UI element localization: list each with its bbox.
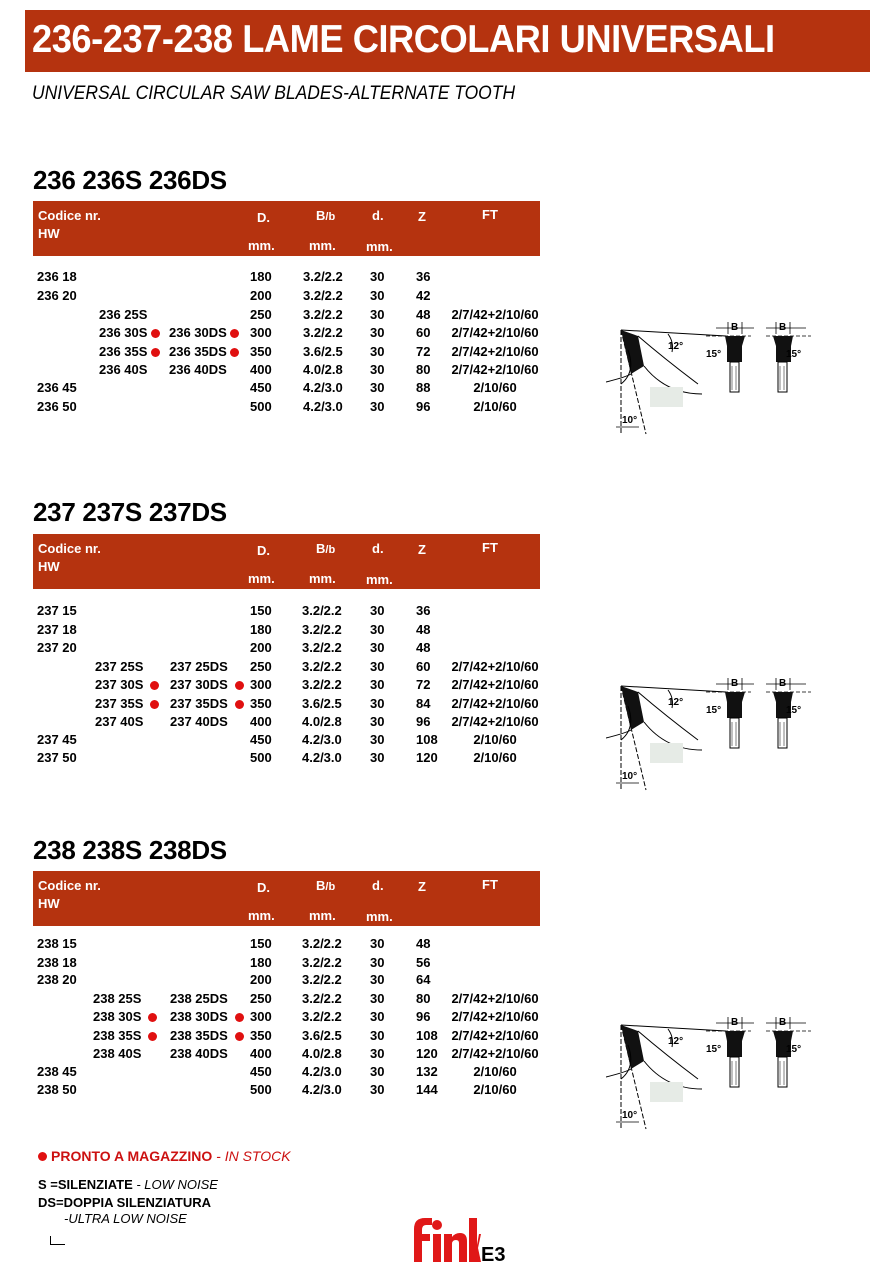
table-cell-ft: 2/7/42+2/10/60 — [451, 1046, 539, 1061]
table-cell-Z: 80 — [416, 362, 431, 377]
col-teeth: Z — [418, 209, 426, 224]
table-cell-B: 3.2/2.2 — [302, 677, 342, 692]
table-cell-c1: 238 20 — [37, 972, 77, 987]
table-cell-D: 500 — [250, 1082, 272, 1097]
width-label-1: B — [731, 322, 739, 333]
width-label-2: B — [779, 1017, 787, 1028]
col-thickness-b: B — [316, 208, 326, 223]
table-cell-ft: 2/7/42+2/10/60 — [451, 696, 539, 711]
table-cell-B: 4.2/3.0 — [302, 1064, 342, 1079]
tooth-diagram — [606, 1017, 816, 1137]
table-cell-Z: 36 — [416, 269, 431, 284]
table-cell-d: 30 — [370, 750, 385, 765]
col-unit-bore: mm. — [366, 909, 393, 924]
table-cell-c3: 237 40DS — [170, 714, 228, 729]
col-unit-bore: mm. — [366, 239, 393, 254]
table-cell-c1: 236 50 — [37, 399, 77, 414]
table-cell-d: 30 — [370, 677, 385, 692]
in-stock-dot-icon — [151, 329, 160, 338]
table-cell-c2: 238 40S — [93, 1046, 142, 1061]
tooth-diagram — [606, 678, 816, 798]
table-cell-c2: 237 40S — [95, 714, 144, 729]
table-cell-c2: 236 35S — [99, 344, 148, 359]
col-thickness — [316, 878, 335, 893]
col-bore: d. — [372, 878, 384, 893]
table-cell-B: 3.2/2.2 — [302, 955, 342, 970]
table-cell-d: 30 — [370, 640, 385, 655]
table-cell-D: 500 — [250, 399, 272, 414]
table-cell-Z: 72 — [416, 344, 431, 359]
hook-angle-label: 12° — [668, 1036, 684, 1047]
col-unit-b: mm. — [309, 238, 336, 253]
table-cell-c2: 237 30S — [95, 677, 144, 692]
col-diameter: D. — [257, 880, 270, 895]
table-cell-D: 250 — [250, 991, 272, 1006]
table-cell-ft: 2/10/60 — [473, 380, 517, 395]
in-stock-dot-icon — [235, 1032, 244, 1041]
table-cell-Z: 56 — [416, 955, 431, 970]
table-cell-c3: 237 35DS — [170, 696, 228, 711]
table-cell-B: 4.2/3.0 — [303, 380, 343, 395]
col-unit-d: mm. — [248, 571, 275, 586]
table-header — [33, 201, 540, 256]
in-stock-dot-icon — [148, 1013, 157, 1022]
table-cell-d: 30 — [370, 380, 385, 395]
col-unit-bore: mm. — [366, 572, 393, 587]
table-cell-Z: 84 — [416, 696, 431, 711]
col-teeth: Z — [418, 879, 426, 894]
width-label-2: B — [779, 322, 787, 333]
table-cell-d: 30 — [370, 972, 385, 987]
col-thickness-b: B — [316, 541, 326, 556]
table-cell-Z: 48 — [416, 936, 431, 951]
table-cell-c3: 238 30DS — [170, 1009, 228, 1024]
table-cell-B: 3.2/2.2 — [302, 972, 342, 987]
table-cell-d: 30 — [370, 603, 385, 618]
col-diameter: D. — [257, 543, 270, 558]
table-cell-Z: 42 — [416, 288, 431, 303]
table-cell-c2: 236 40S — [99, 362, 148, 377]
table-cell-d: 30 — [370, 714, 385, 729]
col-unit-d: mm. — [248, 238, 275, 253]
col-ft: FT — [482, 207, 498, 222]
bevel-angle-right: 15° — [786, 349, 802, 360]
table-cell-D: 350 — [250, 1028, 272, 1043]
in-stock-dot-icon — [235, 1013, 244, 1022]
table-cell-D: 250 — [250, 307, 272, 322]
table-cell-Z: 60 — [416, 325, 431, 340]
table-cell-c1: 237 50 — [37, 750, 77, 765]
table-cell-c2: 238 30S — [93, 1009, 142, 1024]
table-cell-D: 300 — [250, 1009, 272, 1024]
table-cell-d: 30 — [370, 288, 385, 303]
col-thickness-sub: /b — [325, 211, 336, 223]
in-stock-dot-icon — [235, 681, 244, 690]
table-cell-c1: 238 50 — [37, 1082, 77, 1097]
table-cell-B: 3.2/2.2 — [302, 1009, 342, 1024]
table-cell-d: 30 — [370, 1082, 385, 1097]
bevel-angle-right: 15° — [786, 1044, 802, 1055]
table-cell-D: 400 — [250, 714, 272, 729]
page-title: 236-237-238 LAME CIRCOLARI UNIVERSALI — [32, 18, 775, 61]
fink-logo — [411, 1215, 481, 1268]
clearance-angle-label: 10° — [622, 1110, 638, 1121]
hook-angle-label: 12° — [668, 697, 684, 708]
section-title: 238 238S 238DS — [33, 835, 227, 865]
clearance-angle-label: 10° — [622, 415, 638, 426]
table-cell-B: 4.0/2.8 — [302, 1046, 342, 1061]
legend-ds-en: -ULTRA LOW NOISE — [64, 1211, 187, 1226]
table-cell-D: 400 — [250, 362, 272, 377]
table-cell-d: 30 — [370, 732, 385, 747]
table-cell-ft: 2/10/60 — [473, 1064, 517, 1079]
table-cell-ft: 2/10/60 — [473, 750, 517, 765]
corner-mark — [50, 1236, 65, 1245]
table-cell-c1: 236 18 — [37, 269, 77, 284]
bevel-angle-left: 15° — [706, 349, 722, 360]
table-cell-Z: 48 — [416, 640, 431, 655]
table-cell-c2: 236 25S — [99, 307, 148, 322]
col-unit-d: mm. — [248, 908, 275, 923]
col-code-hw: HW — [38, 226, 60, 241]
table-cell-d: 30 — [370, 659, 385, 674]
table-cell-c1: 237 18 — [37, 622, 77, 637]
table-cell-D: 200 — [250, 972, 272, 987]
table-cell-Z: 48 — [416, 307, 431, 322]
table-cell-D: 350 — [250, 696, 272, 711]
table-header — [33, 534, 540, 589]
table-cell-D: 300 — [250, 677, 272, 692]
table-cell-ft: 2/10/60 — [473, 1082, 517, 1097]
table-cell-D: 350 — [250, 344, 272, 359]
table-cell-D: 180 — [250, 955, 272, 970]
table-cell-d: 30 — [370, 344, 385, 359]
col-diameter: D. — [257, 210, 270, 225]
in-stock-dot-icon — [230, 348, 239, 357]
table-cell-B: 3.2/2.2 — [303, 288, 343, 303]
table-cell-B: 4.2/3.0 — [302, 732, 342, 747]
table-cell-d: 30 — [370, 1064, 385, 1079]
table-cell-d: 30 — [370, 696, 385, 711]
table-cell-D: 150 — [250, 603, 272, 618]
table-cell-c2: 237 25S — [95, 659, 144, 674]
table-cell-ft: 2/7/42+2/10/60 — [451, 307, 539, 322]
section-title: 237 237S 237DS — [33, 497, 227, 527]
col-bore: d. — [372, 541, 384, 556]
table-cell-c3: 236 35DS — [169, 344, 227, 359]
table-cell-Z: 96 — [416, 714, 431, 729]
table-cell-ft: 2/7/42+2/10/60 — [451, 991, 539, 1006]
bevel-angle-left: 15° — [706, 1044, 722, 1055]
table-cell-c2: 236 30S — [99, 325, 148, 340]
table-cell-c1: 237 20 — [37, 640, 77, 655]
table-cell-D: 450 — [250, 1064, 272, 1079]
col-code-hw: HW — [38, 559, 60, 574]
col-teeth: Z — [418, 542, 426, 557]
table-cell-B: 4.0/2.8 — [302, 714, 342, 729]
table-cell-Z: 72 — [416, 677, 431, 692]
table-cell-c2: 238 25S — [93, 991, 142, 1006]
table-cell-c3: 236 30DS — [169, 325, 227, 340]
table-cell-c2: 237 35S — [95, 696, 144, 711]
table-cell-d: 30 — [370, 955, 385, 970]
table-cell-B: 4.0/2.8 — [303, 362, 343, 377]
col-code-hw: HW — [38, 896, 60, 911]
legend-stock-en: - IN STOCK — [212, 1148, 291, 1164]
table-cell-B: 3.2/2.2 — [302, 622, 342, 637]
col-ft: FT — [482, 877, 498, 892]
table-cell-ft: 2/7/42+2/10/60 — [451, 659, 539, 674]
table-cell-D: 450 — [250, 380, 272, 395]
table-cell-ft: 2/7/42+2/10/60 — [451, 677, 539, 692]
table-cell-c1: 237 45 — [37, 732, 77, 747]
col-unit-b: mm. — [309, 908, 336, 923]
legend-s — [38, 1177, 218, 1192]
col-unit-b: mm. — [309, 571, 336, 586]
table-cell-d: 30 — [370, 1009, 385, 1024]
table-cell-Z: 80 — [416, 991, 431, 1006]
table-cell-c1: 236 45 — [37, 380, 77, 395]
page-subtitle: UNIVERSAL CIRCULAR SAW BLADES-ALTERNATE TOOTH — [32, 83, 516, 104]
table-cell-d: 30 — [370, 1046, 385, 1061]
table-cell-ft: 2/7/42+2/10/60 — [451, 1028, 539, 1043]
table-cell-d: 30 — [370, 269, 385, 284]
tooth-diagram — [606, 322, 816, 442]
table-cell-B: 3.2/2.2 — [303, 269, 343, 284]
table-cell-d: 30 — [370, 362, 385, 377]
legend-stock — [38, 1148, 291, 1164]
table-cell-Z: 108 — [416, 732, 438, 747]
table-cell-D: 450 — [250, 732, 272, 747]
table-cell-B: 4.2/3.0 — [302, 1082, 342, 1097]
in-stock-dot-icon — [150, 681, 159, 690]
table-cell-ft: 2/10/60 — [473, 399, 517, 414]
table-cell-B: 4.2/3.0 — [303, 399, 343, 414]
table-cell-c3: 238 40DS — [170, 1046, 228, 1061]
table-cell-d: 30 — [370, 622, 385, 637]
table-cell-B: 3.2/2.2 — [302, 659, 342, 674]
table-cell-c1: 236 20 — [37, 288, 77, 303]
table-cell-c3: 237 30DS — [170, 677, 228, 692]
table-cell-Z: 108 — [416, 1028, 438, 1043]
table-cell-B: 3.2/2.2 — [302, 936, 342, 951]
col-code: Codice nr. — [38, 541, 101, 556]
table-cell-ft: 2/7/42+2/10/60 — [451, 344, 539, 359]
table-cell-Z: 60 — [416, 659, 431, 674]
col-code: Codice nr. — [38, 878, 101, 893]
table-cell-c3: 236 40DS — [169, 362, 227, 377]
table-cell-D: 180 — [250, 622, 272, 637]
legend-s-en: - LOW NOISE — [132, 1177, 218, 1192]
table-cell-D: 400 — [250, 1046, 272, 1061]
table-cell-d: 30 — [370, 936, 385, 951]
table-cell-d: 30 — [370, 991, 385, 1006]
in-stock-dot-icon — [148, 1032, 157, 1041]
table-cell-d: 30 — [370, 399, 385, 414]
table-cell-c3: 237 25DS — [170, 659, 228, 674]
table-cell-B: 3.6/2.5 — [303, 344, 343, 359]
col-thickness-sub: /b — [325, 544, 336, 556]
table-cell-ft: 2/7/42+2/10/60 — [451, 1009, 539, 1024]
table-cell-Z: 120 — [416, 750, 438, 765]
table-cell-c3: 238 35DS — [170, 1028, 228, 1043]
table-cell-ft: 2/10/60 — [473, 732, 517, 747]
legend-ds-label: DS=DOPPIA SILENZIATURA — [38, 1195, 211, 1210]
table-cell-d: 30 — [370, 307, 385, 322]
table-cell-B: 3.6/2.5 — [302, 1028, 342, 1043]
table-header — [33, 871, 540, 926]
width-label-1: B — [731, 1017, 739, 1028]
table-cell-ft: 2/7/42+2/10/60 — [451, 362, 539, 377]
col-bore: d. — [372, 208, 384, 223]
table-cell-c1: 238 45 — [37, 1064, 77, 1079]
table-cell-ft: 2/7/42+2/10/60 — [451, 325, 539, 340]
table-cell-B: 4.2/3.0 — [302, 750, 342, 765]
table-cell-Z: 36 — [416, 603, 431, 618]
legend-s-label: S =SILENZIATE — [38, 1177, 133, 1192]
table-cell-Z: 144 — [416, 1082, 438, 1097]
table-cell-D: 200 — [250, 288, 272, 303]
table-cell-D: 500 — [250, 750, 272, 765]
table-cell-B: 3.2/2.2 — [302, 991, 342, 1006]
width-label-2: B — [779, 678, 787, 689]
clearance-angle-label: 10° — [622, 771, 638, 782]
table-cell-c1: 237 15 — [37, 603, 77, 618]
table-cell-D: 200 — [250, 640, 272, 655]
in-stock-dot-icon — [230, 329, 239, 338]
page-number: E3 — [481, 1244, 506, 1266]
table-cell-c1: 238 18 — [37, 955, 77, 970]
legend-stock-label: PRONTO A MAGAZZINO — [51, 1148, 213, 1164]
table-cell-B: 3.2/2.2 — [302, 640, 342, 655]
col-ft: FT — [482, 540, 498, 555]
table-cell-B: 3.2/2.2 — [302, 603, 342, 618]
col-thickness — [316, 541, 335, 556]
table-cell-c1: 238 15 — [37, 936, 77, 951]
table-cell-Z: 88 — [416, 380, 431, 395]
in-stock-dot-icon — [151, 348, 160, 357]
hook-angle-label: 12° — [668, 341, 684, 352]
table-cell-Z: 96 — [416, 399, 431, 414]
table-cell-D: 300 — [250, 325, 272, 340]
bevel-angle-right: 15° — [786, 705, 802, 716]
table-cell-ft: 2/7/42+2/10/60 — [451, 714, 539, 729]
table-cell-d: 30 — [370, 325, 385, 340]
table-cell-c2: 238 35S — [93, 1028, 142, 1043]
table-cell-Z: 64 — [416, 972, 431, 987]
table-cell-Z: 96 — [416, 1009, 431, 1024]
width-label-1: B — [731, 678, 739, 689]
col-thickness-sub: /b — [325, 881, 336, 893]
table-cell-Z: 132 — [416, 1064, 438, 1079]
table-cell-B: 3.2/2.2 — [303, 325, 343, 340]
col-thickness — [316, 208, 335, 223]
table-cell-c3: 238 25DS — [170, 991, 228, 1006]
col-code: Codice nr. — [38, 208, 101, 223]
table-cell-B: 3.6/2.5 — [302, 696, 342, 711]
table-cell-D: 180 — [250, 269, 272, 284]
table-cell-Z: 48 — [416, 622, 431, 637]
bevel-angle-left: 15° — [706, 705, 722, 716]
section-title: 236 236S 236DS — [33, 165, 227, 195]
col-thickness-b: B — [316, 878, 326, 893]
in-stock-dot-icon — [150, 700, 159, 709]
table-cell-D: 150 — [250, 936, 272, 951]
table-cell-d: 30 — [370, 1028, 385, 1043]
table-cell-B: 3.2/2.2 — [303, 307, 343, 322]
in-stock-dot-icon — [235, 700, 244, 709]
table-cell-Z: 120 — [416, 1046, 438, 1061]
table-cell-D: 250 — [250, 659, 272, 674]
stock-dot-icon — [38, 1152, 47, 1161]
